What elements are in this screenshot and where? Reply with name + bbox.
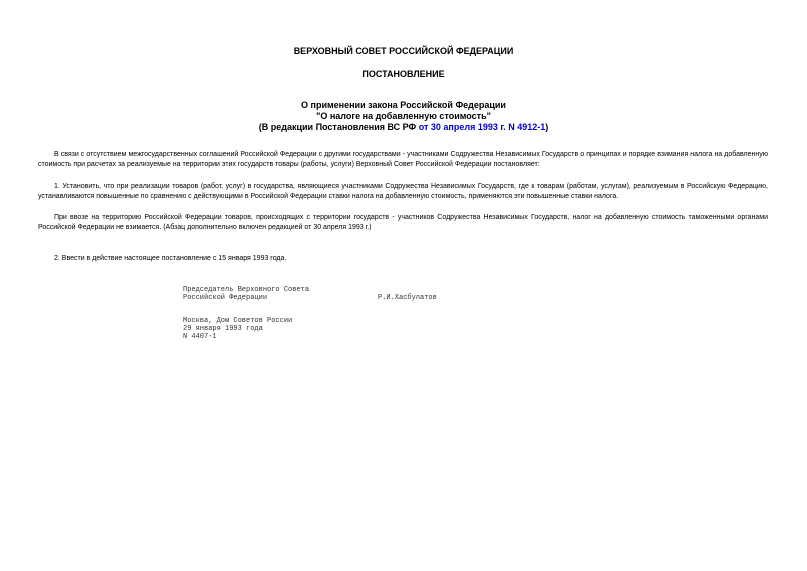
signing-place: Москва, Дом Советов России <box>183 317 293 325</box>
title-line-1: О применении закона Российской Федерации <box>301 100 506 110</box>
edition-link[interactable]: от 30 апреля 1993 г. N 4912-1 <box>418 122 546 132</box>
issuing-authority: ВЕРХОВНЫЙ СОВЕТ РОССИЙСКОЙ ФЕДЕРАЦИИ <box>293 46 514 56</box>
edition-suffix: ) <box>545 122 549 132</box>
document-title <box>0 100 807 133</box>
signatory-title-line-2: Российской Федерации <box>183 294 268 302</box>
signatory-name: Р.И.Хасбулатов <box>378 294 437 302</box>
title-line-3 <box>0 122 807 133</box>
point-1-paragraph: 1. Установить, что при реализации товаров (работ, услуг) в государства, являющиеся участниками Содружества Независимых Государств, где к товарам (работам, услугам), реализуемым в Российскую Федерацию, устанавливаются повышенные по сравнению с действующими в Российской Федерации ставки налога на добавленную стоимость, применяются эти повышенные ставки налога. <box>38 183 768 200</box>
signatory-title-line-1: Председатель Верховного Совета <box>183 286 310 294</box>
document-number: N 4407-1 <box>183 333 217 341</box>
title-line-2: "О налоге на добавленную стоимость" <box>316 111 491 121</box>
edition-prefix: (В редакции Постановления ВС РФ <box>258 122 419 132</box>
point-2-paragraph: 2. Ввести в действие настоящее постановление с 15 января 1993 года. <box>54 255 287 262</box>
signing-date: 29 января 1993 года <box>183 325 263 333</box>
import-paragraph: При ввозе на территорию Российской Федерации товаров, происходящих с территории государств - участников Содружества Независимых Государств, налог на добавленную стоимость таможенными органами Российской Федерации не взимается. (Абзац дополнительно включен редакцией от 30 апреля 1993 г.) <box>38 214 768 231</box>
preamble-paragraph: В связи с отсутствием межгосударственных соглашений Российской Федерации с другими государствами - участниками Содружества Независимых Государств о принципах и порядке взимания налога на добавленную стоимость при расчетах за реализуемые на территории этих государств товары (работы, услуги) Верховный Совет Российской Федерации постановляет: <box>38 151 768 168</box>
document-type: ПОСТАНОВЛЕНИЕ <box>362 69 445 79</box>
